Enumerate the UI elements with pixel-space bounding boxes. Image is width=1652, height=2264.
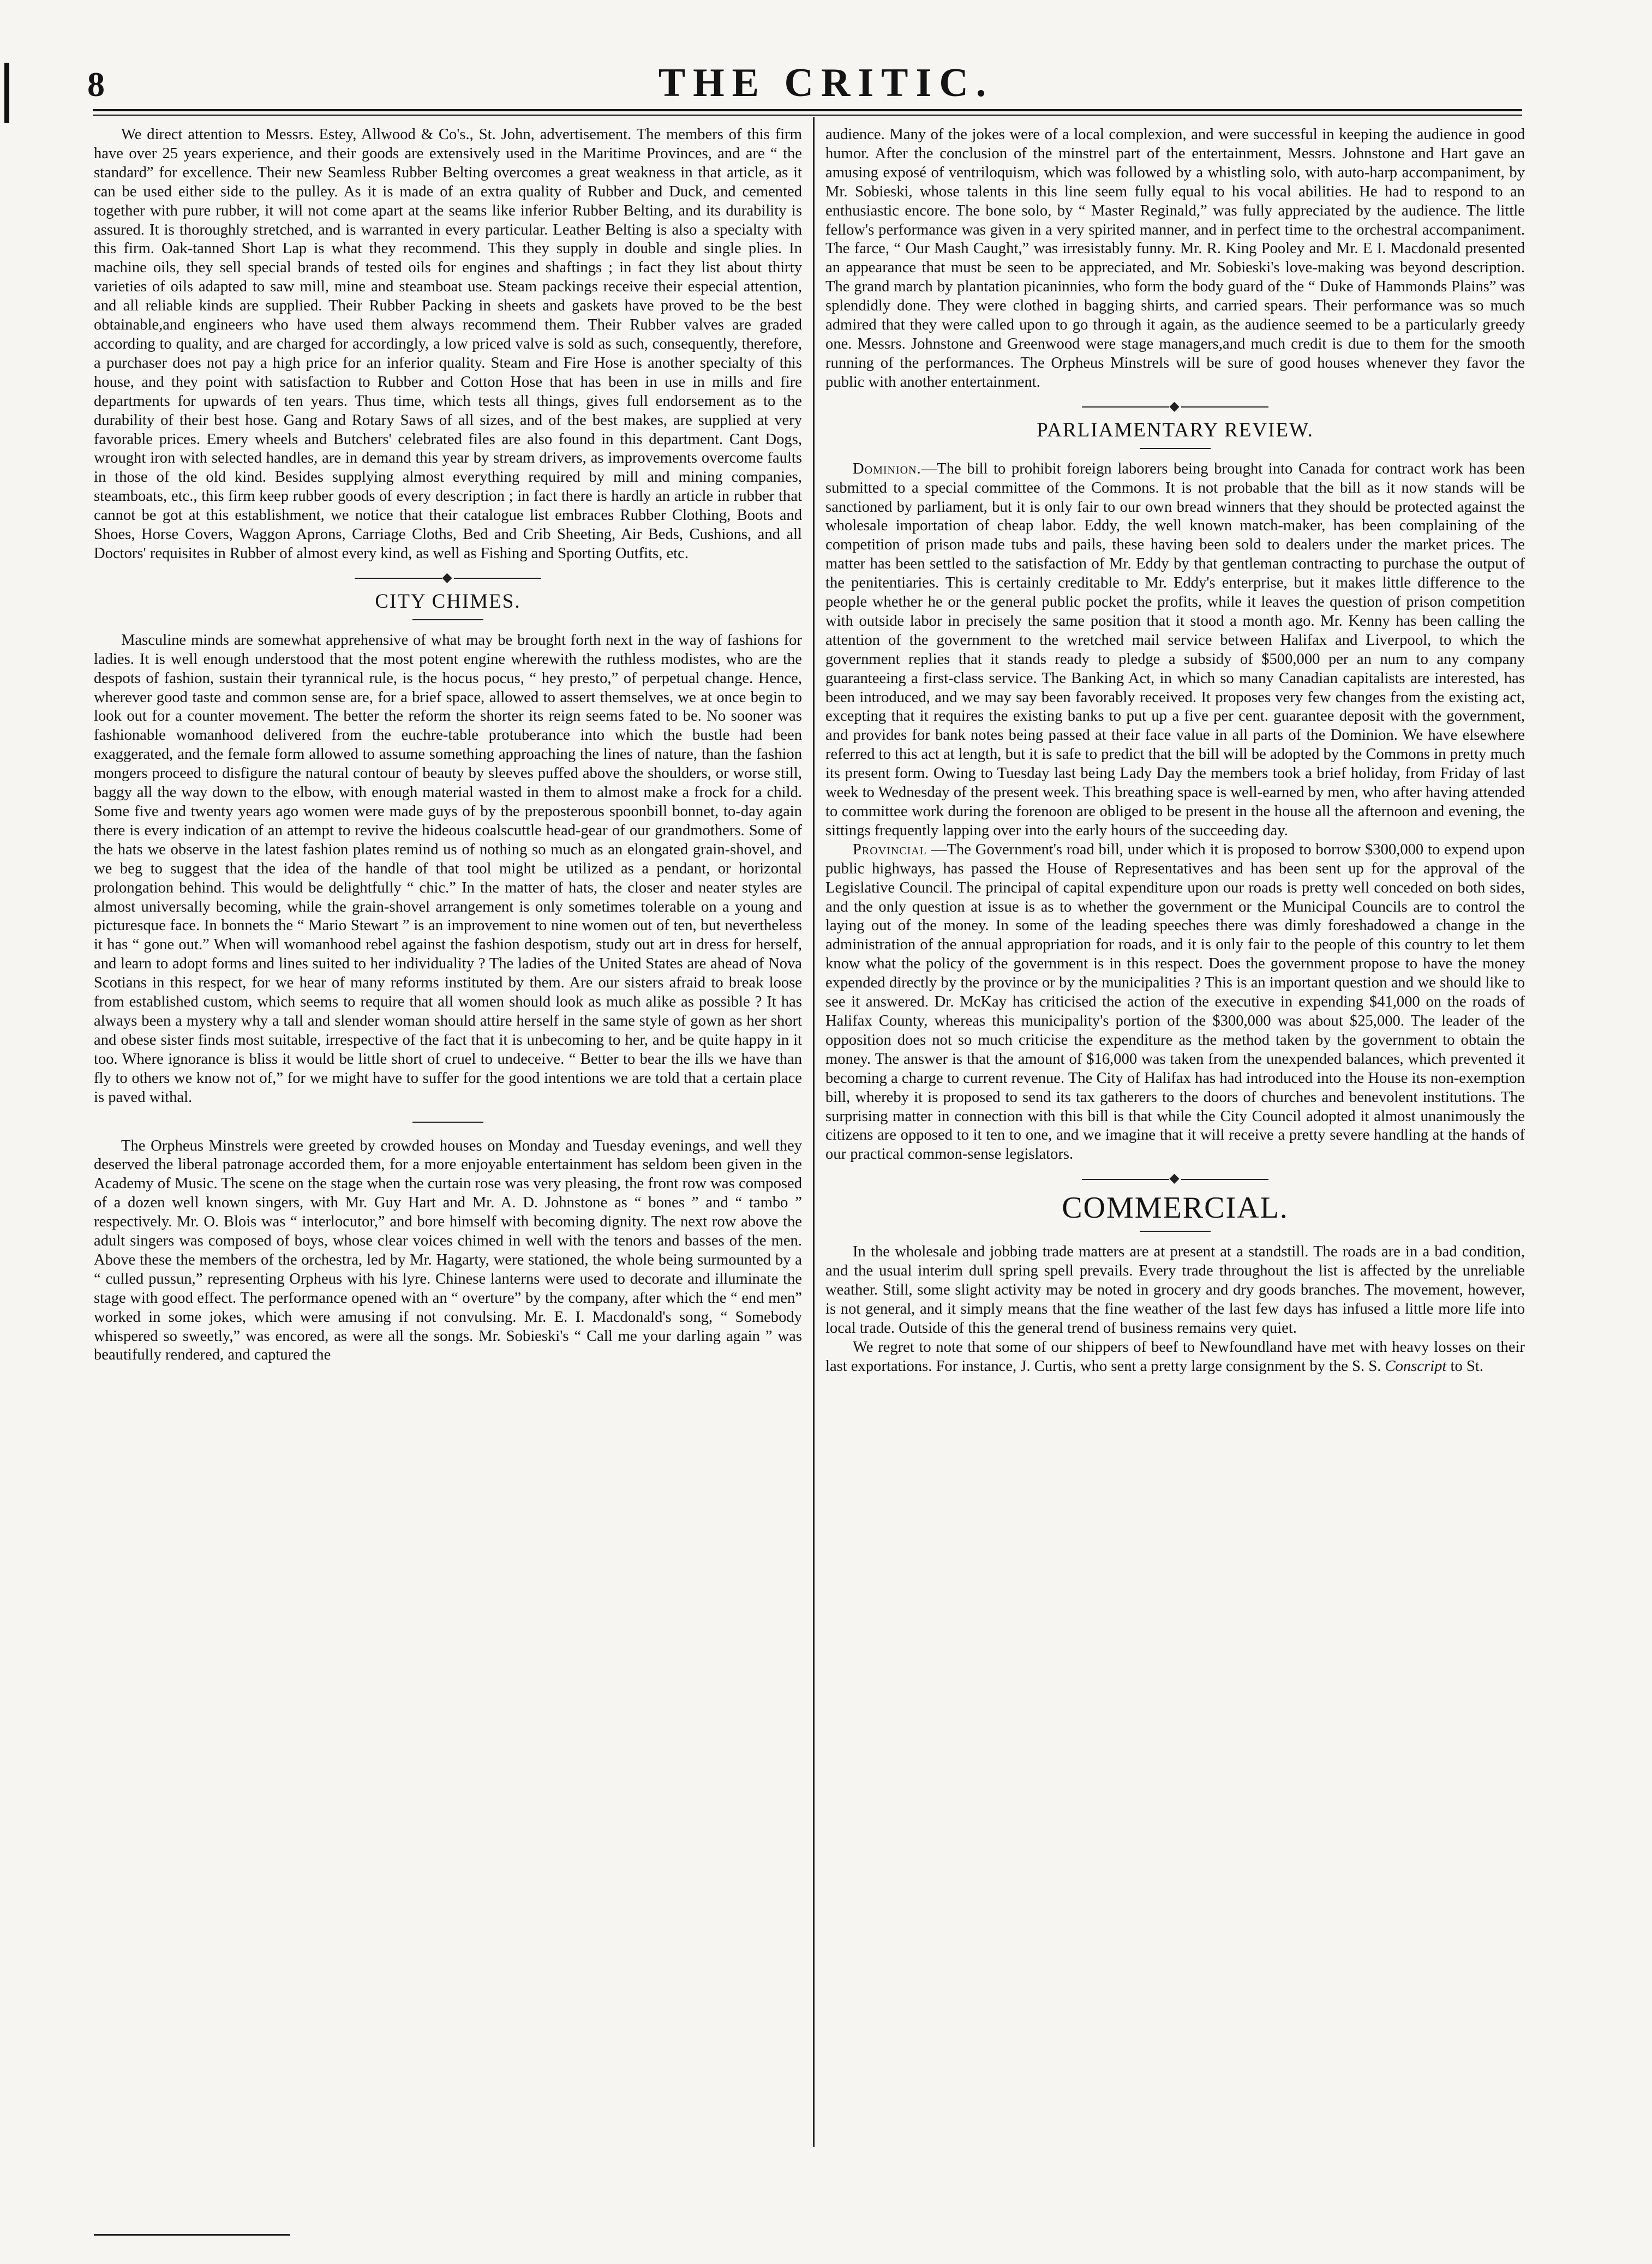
orpheus-minstrels-paragraph: The Orpheus Minstrels were greeted by crowded houses on Monday and Tuesday evenings, and well they deserved the liberal patronage accorded them, for a more enjoyable entertainment has seldom been given in the Academy of Music. The scene on the stage when the curtain rose was very pleasing, the front row was composed of a dozen well known singers, with Mr. Guy Hart and Mr. A. D. Johnstone as “ bones ” and “ tambo ” respectively. Mr. O. Blois was “ interlocutor,” and bore himself with becoming dignity. The next row above the adult singers was composed of boys, whose clear voices chimed in well with the tenors and basses of the men. Above these the members of the orchestra, led by Mr. Hagarty, were stationed, the whole being surmounted by a “ culled pussun,” representing Orpheus with his lyre. Chinese lanterns were used to decorate and illuminate the stage with good effect. The performance opened with an “ overture” by the company, after which the “ end men” worked in some jokes, which were amusing if not convulsing. Mr. E. I. Macdonald's song, “ Somebody whispered so sweetly,” was encored, as were all the songs. Mr. Sobieski's “ Call me your darling again ” was beautifully rendered, and captured the (94, 1137, 802, 1364)
right-column (825, 125, 1525, 1376)
column-divider (813, 117, 815, 2147)
dominion-paragraph: Dominion.—The bill to prohibit foreign laborers being brought into Canada for contract work has been submitted to a special committee of the Commons. It is not probable that the bill as it now stands will be sanctioned by parliament, but it is only fair to our own bread winners that they should be protected against the wholesale importation of cheap labor. Eddy, the well known match-maker, has been complaining of the competition of prison made tubs and pails, these having been sold to dealers under the market prices. The matter has been settled to the satisfaction of Mr. Eddy by that gentleman contracting to purchase the output of the penitentiaries. This is certainly creditable to Mr. Eddy's enterprise, but it makes little difference to the people whether he or the general public pocket the profits, while it leaves the question of prison competition with outside labor in precisely the same position that it stood a month ago. Mr. Kenny has been calling the attention of the government to the wretched mail service between Halifax and Liverpool, to which the government replies that it stands ready to pledge a subsidy of $500,000 per an num to any company guaranteeing a first-class service. The Banking Act, in which so many Canadian capitalists are interested, has been introduced, and we may say been favorably received. It proposes very few changes from the existing act, excepting that it requires the existing banks to put up a five per cent. guarantee deposit with the government, and provides for bank notes being passed at their face value in all parts of the Dominion. We have elsewhere referred to this act at length, but it is safe to predict that the bill will be adopted by the Commons in pretty much its present form. Owing to Tuesday last being Lady Day the members took a brief holiday, from Friday of last week to Wednesday of the present week. This breathing space is well-earned by men, who after having attended to committee work during the forenoon are obliged to be present in the house all the afternoon and evening, the sittings frequently lapping over into the early hours of the succeeding day. (825, 460, 1525, 839)
footer-rule (94, 2234, 290, 2236)
ship-name: Conscript (1385, 1357, 1447, 1375)
commercial-paragraph-1: In the wholesale and jobbing trade matters are at present at a standstill. The roads are in a bad condition, and the usual interim dull spring spell prevails. Every trade throughout the list is affected by the unreliable weather. Still, some slight activity may be noted in grocery and dry goods branches. The movement, however, is not general, and it simply means that the fine weather of the last few days has infused a little more life into local trade. Outside of this the general trend of business remains very quiet. (825, 1243, 1525, 1337)
heading-underline (1140, 448, 1211, 449)
ornament-icon: ◆ (442, 570, 454, 585)
provincial-paragraph: Provincial —The Government's road bill, under which it is proposed to borrow $300,000 to expend upon public highways, has passed the House of Representatives and has been sent up for the approval of the Legislative Council. The principal of capital expenditure upon our roads is pretty well conceded on both sides, and the only question at issue is as to whether the government or the Municipal Councils are to control the laying out of the money. In some of the leading speeches there was dimly foreshadowed a change in the administration of the annual appropriation for roads, and it is only fair to the people of this country to let them know what the policy of the government is in this respect. Does the government propose to have the money expended directly by the province or by the municipalities ? This is an important question and we should like to see it answered. Dr. McKay has criticised the action of the executive in expending $41,000 on the roads of Halifax County, whereas this municipality's portion of the $300,000 was about $25,000. The leader of the opposition does not so much criticise the expenditure as the method taken by the government to obtain the money. The answer is that the amount of $16,000 was taken from the unexpended balances, which prevented it becoming a charge to current revenue. The City of Halifax has had introduced into the House its non-exemption bill, whereby it is proposed to send its tax gatherers to the doors of churches and benevolent institutions. The surprising matter in connection with this bill is that while the City Council adopted it almost unanimously the citizens are opposed to it ten to one, and we imagine that it will receive a pretty severe handling at the hands of our practical common-sense legislators. (825, 841, 1525, 1163)
commercial-heading: COMMERCIAL. (1062, 1191, 1289, 1225)
section-separator (825, 400, 1525, 413)
city-chimes-heading: CITY CHIMES. (375, 590, 521, 613)
advertisement-paragraph: We direct attention to Messrs. Estey, Allwood & Co's., St. John, advertisement. The members of this firm have over 25 years experience, and their goods are extensively used in the Maritime Provinces, and are “ the standard” for excellence. Their new Seamless Rubber Belting overcomes a great weakness in that article, as it can be used either side to the pulley. As it is made of an extra quality of Rubber and Duck, and cemented together with pure rubber, it will not come apart at the seams like inferior Rubber Belting, and its durability is assured. It is thoroughly stretched, and is warranted in every particular. Leather Belting is also a specialty with this firm. Oak-tanned Short Lap is what they recommend. This they supply in double and single plies. In machine oils, they sell special brands of tested oils for engines and shaftings ; in fact they list about thirty varieties of oils adapted to saw mill, mine and steamboat use. Steam packings receive their especial attention, and all reliable kinds are supplied. Their Rubber Packing in sheets and gaskets have proved to be the best obtainable,and engineers who have used them always recommend them. Their Rubber valves are graded according to quality, and are charged for accordingly, a low priced valve is sold as such, consequently, therefore, a purchaser does not pay a high price for an inferior quality. Steam and Fire Hose is another specialty of this house, and they point with satisfaction to Rubber and Cotton Hose that has been in use in mills and fire departments for upwards of ten years. Thus time, which tests all things, gives full endorsement as to the durability of their best hose. Gang and Rotary Saws of all sizes, and of the best makes, are supplied at very favorable prices. Emery wheels and Butchers' celebrated files are also found in this department. Cant Dogs, wrought iron with selected handles, are in demand this year by stream drivers, as improvements overcome faults in those of the old kind. Besides supplying almost everything required by mill and mining companies, steamboats, etc., this firm keep rubber goods of every description ; in fact there is hardly an article in rubber that cannot be got at this establishment, we notice that their catalogue list embraces Rubber Clothing, Boots and Shoes, Horse Covers, Waggon Aprons, Carriage Cloths, Bed and Crib Sheeting, Air Beds, Cushions, and all Doctors' requisites in Rubber of almost every kind, as well as Fishing and Sporting Outfits, etc. (94, 126, 802, 562)
parliamentary-review-heading: PARLIAMENTARY REVIEW. (1037, 418, 1314, 441)
ornament-icon: ◆ (1169, 399, 1181, 414)
header-rule (93, 109, 1522, 111)
city-chimes-paragraph: Masculine minds are somewhat apprehensive of what may be brought forth next in the way of fashions for ladies. It is well enough understood that the most potent engine wherewith the ruthless modistes, who are the despots of fashion, sustain their tyrannical rule, is the hocus pocus, “ hey presto,” of perpetual change. Hence, wherever good taste and common sense are, for a brief space, allowed to assert themselves, we at once begin to look out for a counter movement. The better the reform the shorter its reign seems fated to be. No sooner was fashionable womanhood delivered from the euchre-table protuberance into which the bustle had been exaggerated, and the female form allowed to assume something approaching the lines of nature, than the fashion mongers proceed to disfigure the natural contour of beauty by sleeves puffed above the shoulders, or worse still, baggy all the way down to the elbow, with enough material wasted in them to almost make a frock for a child. Some five and twenty years ago women were made guys of by the preposterous spoonbill bonnet, to-day again there is every indication of an attempt to revive the hideous coalscuttle head-gear of our grandmothers. Some of the hats we observe in the latest fashion plates remind us of nothing so much as an elongated grain-shovel, and we beg to suggest that the idea of the handle of that tool might be utilized as a pendant, or horizontal prolongation behind. This would be delightfully “ chic.” In the matter of hats, the closer and neater styles are almost universally becoming, while the grain-shovel arrangement is only sometimes tolerable on a young and picturesque face. In bonnets the “ Mario Stewart ” is an improvement to nine women out of ten, but nevertheless it has “ gone out.” When will womanhood rebel against the fashion despotism, study out art in dress for herself, and learn to adopt forms and lines suited to her individuality ? The ladies of the United States are ahead of Nova Scotians in this respect, for we hear of many reforms instituted by them. Are our sisters afraid to break loose from established custom, which seems to require that all women should look as much alike as possible ? It has always been a mystery why a tall and slender woman should attire herself in the same style of gown as her short and obese sister finds most suitable, irrespective of the fact that it is unbecoming to her, and be quite happy in it too. Where ignorance is bliss it would be little short of cruel to undeceive. “ Better to bear the ills we have than fly to others we know not of,” for we might have to suffer for the good intentions we are told that a certain place is paved withal. (94, 631, 802, 1106)
masthead-title: THE CRITIC. (658, 61, 994, 105)
header-rule-thin (93, 115, 1522, 116)
heading-underline (412, 619, 483, 620)
section-separator (825, 1172, 1525, 1185)
dominion-label: Dominion. (853, 460, 921, 477)
orpheus-continued-paragraph: audience. Many of the jokes were of a local complexion, and were successful in keeping the audience in good humor. After the conclusion of the minstrel part of the entertainment, Messrs. Johnstone and Hart gave an amusing exposé of ventriloquism, which was followed by a whistling solo, with auto-harp accompaniment, by Mr. Sobieski, whose talents in this line seem fully equal to his vocal abilities. He had to respond to an enthusiastic encore. The bone solo, by “ Master Reginald,” was fully appreciated by the audience. The little fellow's performance was given in a very spirited manner, and in perfect time to the orchestral accompaniment. The farce, “ Our Mash Caught,” was irresistably funny. Mr. R. King Pooley and Mr. E I. Macdonald presented an appearance that must be seen to be appreciated, and Mr. Sobieski's love-making was beyond description. The grand march by plantation picaninnies, who form the body guard of the “ Duke of Hammonds Plains” was splendidly done. They were clothed in bagging shirts, and carried spears. Their performance was so much admired that they were called upon to go through it again, as the audience seemed to be a particularly greedy one. Messrs. Johnstone and Greenwood were stage managers,and much credit is due to them for the smooth running of the performances. The Orpheus Minstrels will be sure of good houses whenever they favor the public with another entertainment. (825, 126, 1525, 391)
section-separator (94, 571, 802, 584)
commercial-paragraph-2: We regret to note that some of our shippers of beef to Newfoundland have met with heavy losses on their last exportations. For instance, J. Curtis, who sent a pretty large consignment by the S. S. Conscript to St. (825, 1338, 1525, 1375)
provincial-label: Provincial (853, 841, 927, 858)
ornament-icon: ◆ (1169, 1171, 1181, 1186)
page-number: 8 (87, 65, 105, 104)
heading-underline (1140, 1231, 1211, 1232)
article-divider (412, 1122, 483, 1123)
left-column (94, 125, 802, 1365)
